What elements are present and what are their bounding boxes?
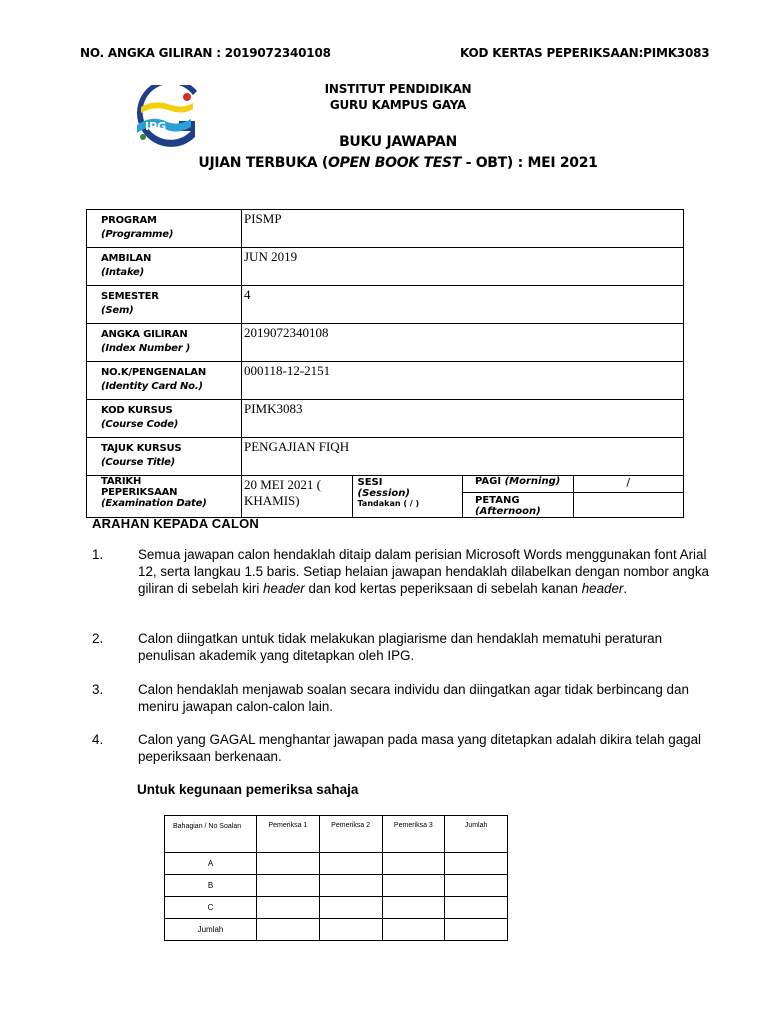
- pagi-mark: /: [574, 476, 684, 493]
- course-title-value: PENGAJIAN FIQH: [242, 438, 684, 476]
- examiner-table: [164, 815, 508, 941]
- session-cell: SESI (Session) Tandakan ( / ): [352, 476, 463, 518]
- semester-value: 4: [242, 286, 684, 324]
- instruction-4-number: 4.: [92, 732, 104, 747]
- exam-date-value: 20 MEI 2021 ( KHAMIS): [242, 476, 353, 518]
- instruction-2-text: Calon diingatkan untuk tidak melakukan plagiarisme dan hendaklah mematuhi peraturan penulisan akademik yang ditetapkan oleh IPG.: [138, 631, 663, 663]
- col-pemeriksa-3: Pemeriksa 3: [382, 816, 445, 853]
- candidate-info-table: [86, 209, 684, 518]
- table-row: Jumlah: [165, 919, 508, 941]
- index-number-header: NO. ANGKA GILIRAN : 2019072340108: [80, 46, 331, 60]
- row-course-title: TAJUK KURSUS (Course Title) PENGAJIAN FIQH: [87, 438, 684, 476]
- paper-code-header: KOD KERTAS PEPERIKSAAN:PIMK3083: [460, 46, 710, 60]
- institution-line1: INSTITUT PENDIDIKAN: [324, 82, 472, 96]
- ambilan-value: JUN 2019: [242, 248, 684, 286]
- col-pemeriksa-2: Pemeriksa 2: [319, 816, 382, 853]
- title-line1: BUKU JAWAPAN: [339, 134, 457, 150]
- instruction-1-number: 1.: [92, 547, 104, 562]
- session-marks: [573, 476, 684, 518]
- table-row: C: [165, 897, 508, 919]
- instruction-3-text: Calon hendaklah menjawab soalan secara individu dan diingatkan agar tidak berbincang dan meniru jawapan calon-calon lain.: [138, 682, 689, 714]
- row-program: PROGRAM (Programme) PISMP: [87, 210, 684, 248]
- instruction-3-number: 3.: [92, 682, 104, 697]
- row-identity: NO.K/PENGENALAN (Identity Card No.) 000118-12-2151: [87, 362, 684, 400]
- row-angka-giliran: ANGKA GILIRAN (Index Number ) 2019072340108: [87, 324, 684, 362]
- row-semester: SEMESTER (Sem) 4: [87, 286, 684, 324]
- course-code-value: PIMK3083: [242, 400, 684, 438]
- instruction-2-number: 2.: [92, 631, 104, 646]
- title-line2: UJIAN TERBUKA (OPEN BOOK TEST - OBT) : MEI 2021: [198, 155, 598, 171]
- col-pemeriksa-1: Pemeriksa 1: [257, 816, 320, 853]
- col-bahagian: Bahagian / No Soalan: [165, 816, 257, 853]
- instructions-heading: ARAHAN KEPADA CALON: [92, 516, 260, 531]
- program-value: PISMP: [242, 210, 684, 248]
- institution-line2: GURU KAMPUS GAYA: [329, 98, 467, 112]
- session-options: PAGI (Morning) PETANG (Afternoon): [463, 476, 574, 518]
- table-row: B: [165, 875, 508, 897]
- program-label: PROGRAM: [101, 215, 157, 226]
- instruction-4-text: Calon yang GAGAL menghantar jawapan pada masa yang ditetapkan adalah dikira telah gagal peperiksaan berkenaan.: [138, 732, 702, 764]
- examiner-heading: Untuk kegunaan pemeriksa sahaja: [137, 782, 359, 797]
- table-row: A: [165, 853, 508, 875]
- identity-value: 000118-12-2151: [242, 362, 684, 400]
- row-ambilan: AMBILAN (Intake) JUN 2019: [87, 248, 684, 286]
- index-number-value: 2019072340108: [242, 324, 684, 362]
- logo-text: IPG: [145, 120, 167, 133]
- row-course-code: KOD KURSUS (Course Code) PIMK3083: [87, 400, 684, 438]
- instruction-1-text: Semua jawapan calon hendaklah ditaip dalam perisian Microsoft Words menggunakan font Arial 12, serta langkau 1.5 baris. Setiap helaian jawapan hendaklah dilabelkan dengan nombor angka giliran di sebelah kiri header dan kod kertas peperiksaan di sebelah kanan header.: [138, 547, 710, 596]
- row-exam-date: TARIKH PEPERIKSAAN (Examination Date) 20 MEI 2021 ( KHAMIS) SESI (Session) Tandakan ( / ) PAGI (Morning) PETANG (Afternoon) /: [87, 476, 684, 518]
- col-jumlah: Jumlah: [445, 816, 508, 853]
